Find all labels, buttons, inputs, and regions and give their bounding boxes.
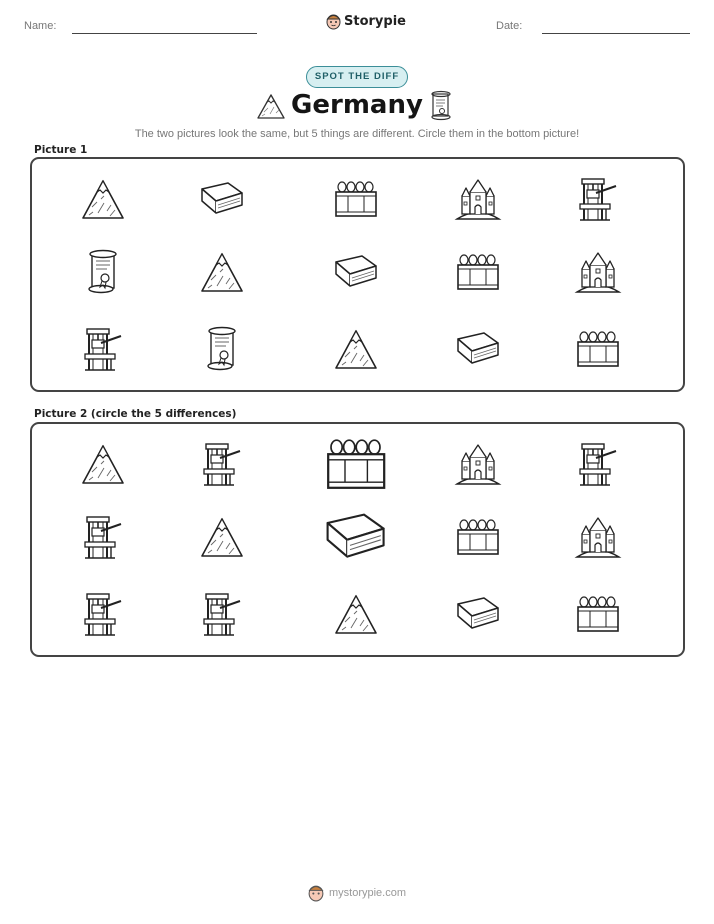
picture1-item-mountain-icon xyxy=(182,237,262,307)
picture2-item-press-icon[interactable] xyxy=(63,502,143,572)
picture2-item-mountain-icon[interactable] xyxy=(182,502,262,572)
brand-name: Storypie xyxy=(344,14,406,29)
picture1-item-book-icon xyxy=(182,164,262,234)
picture1-item-press-icon xyxy=(558,164,638,234)
picture1-item-press-icon xyxy=(63,314,143,384)
picture1-item-castle-icon xyxy=(558,237,638,307)
date-label: Date: xyxy=(496,20,523,32)
footer-url: mystorypie.com xyxy=(329,887,407,899)
name-label: Name: xyxy=(24,20,57,32)
name-line[interactable] xyxy=(72,33,257,34)
picture2-item-castle-icon[interactable] xyxy=(438,429,518,499)
pie-mascot-icon xyxy=(326,13,341,30)
picture2-item-castle-icon[interactable] xyxy=(558,502,638,572)
picture2-item-press-icon[interactable] xyxy=(182,429,262,499)
scroll-icon xyxy=(428,90,454,127)
picture2-item-press-icon[interactable] xyxy=(558,429,638,499)
picture2-item-hedge-icon[interactable] xyxy=(558,579,638,649)
picture1-item-scroll-icon xyxy=(63,237,143,307)
brand-logo xyxy=(326,13,406,30)
picture2-item-press-icon[interactable] xyxy=(182,579,262,649)
page-title: Germany xyxy=(291,90,423,120)
picture2-item-mountain-icon[interactable] xyxy=(63,429,143,499)
picture1-item-scroll-icon xyxy=(182,314,262,384)
spot-the-diff-badge: SPOT THE DIFF xyxy=(306,66,408,88)
date-line[interactable] xyxy=(542,33,690,34)
picture2-item-hedge-icon[interactable] xyxy=(316,429,396,499)
picture2-item-mountain-icon[interactable] xyxy=(316,579,396,649)
picture1-item-hedge-icon xyxy=(316,164,396,234)
picture1-item-castle-icon xyxy=(438,164,518,234)
instructions: The two pictures look the same, but 5 things are different. Circle them in the bottom picture! xyxy=(134,128,580,140)
pie-mascot-icon xyxy=(308,884,324,902)
picture2-item-press-icon[interactable] xyxy=(63,579,143,649)
picture1-item-mountain-icon xyxy=(63,164,143,234)
picture2-item-book-icon[interactable] xyxy=(438,579,518,649)
picture1-item-book-icon xyxy=(438,314,518,384)
picture1-item-hedge-icon xyxy=(558,314,638,384)
picture2-item-book-icon[interactable] xyxy=(316,502,396,572)
picture2-label: Picture 2 (circle the 5 differences) xyxy=(34,408,237,420)
picture1-item-hedge-icon xyxy=(438,237,518,307)
picture1-label: Picture 1 xyxy=(34,144,88,156)
footer xyxy=(308,884,406,902)
picture2-item-hedge-icon[interactable] xyxy=(438,502,518,572)
picture1-item-book-icon xyxy=(316,237,396,307)
picture2-panel[interactable] xyxy=(30,422,685,657)
picture1-panel xyxy=(30,157,685,392)
picture1-item-mountain-icon xyxy=(316,314,396,384)
